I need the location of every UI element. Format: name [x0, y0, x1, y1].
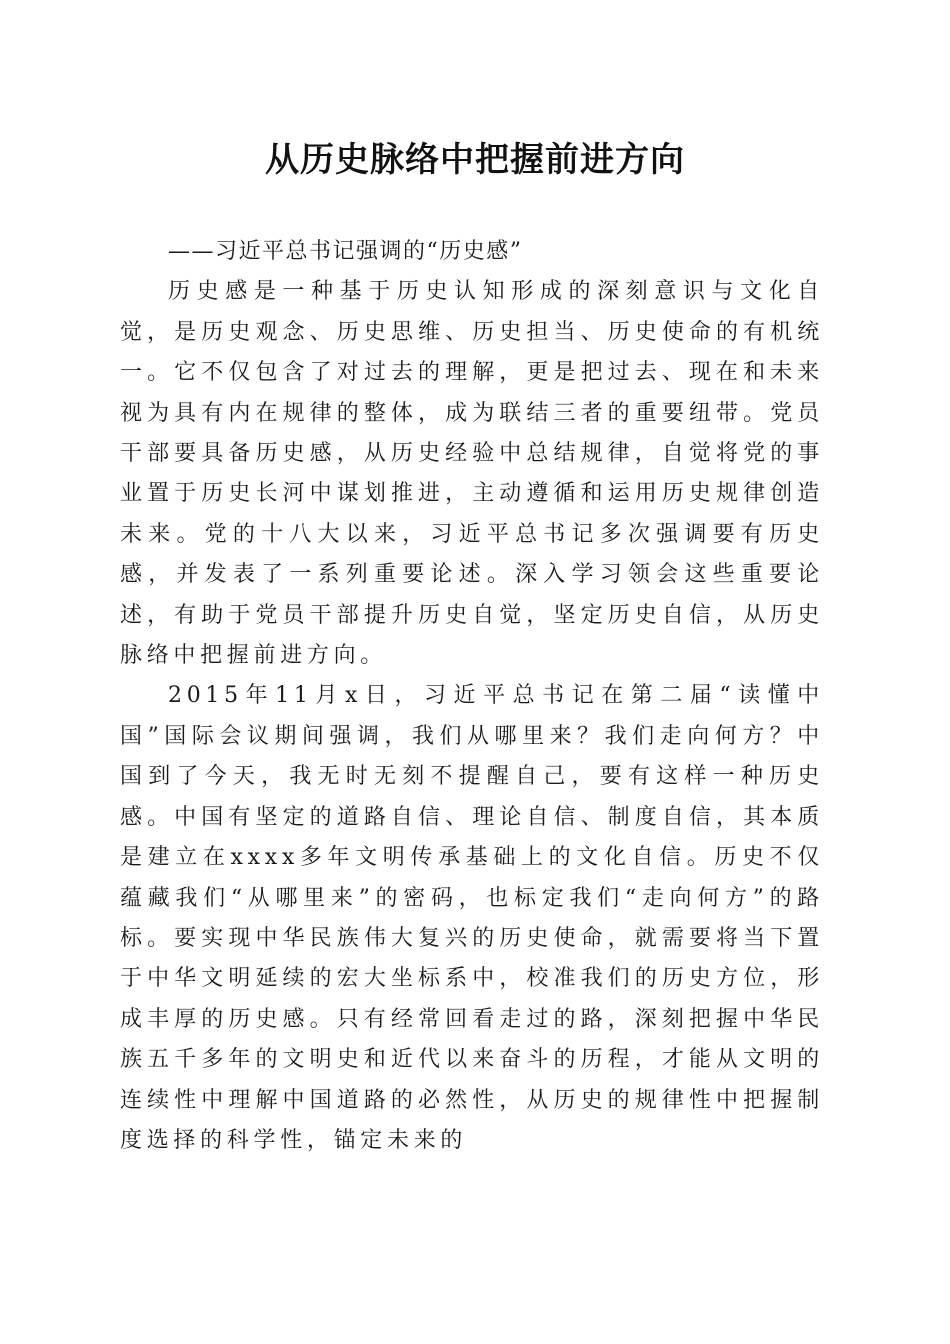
document-subtitle: ——习近平总书记强调的“历史感” — [168, 239, 523, 264]
document-body — [120, 232, 824, 1161]
document-title: 从历史脉络中把握前进方向 — [265, 140, 685, 180]
paragraph: 历史感是一种基于历史认知形成的深刻意识与文化自觉，是历史观念、历史思维、历史担当、历史使命的有机统一。它不仅包含了对过去的理解，更是把过去、现在和未来视为具有内在规律的整体，成为联结三者的重要纽带。党员干部要具备历史感，从历史经验中总结规律，自觉将党的事业置于历史长河中谋划推进，主动遵循和运用历史规律创造未来。党的十八大以来，习近平总书记多次强调要有历史感，并发表了一系列重要论述。深入学习领会这些重要论述，有助于党员干部提升历史自觉，坚定历史自信，从历史脉络中把握前进方向。 — [120, 279, 824, 669]
paragraph: 2015年11月x日，习近平总书记在第二届“读懂中国”国际会议期间强调，我们从哪里来？我们走向何方？中国到了今天，我无时无刻不提醒自己，要有这样一种历史感。中国有坚定的道路自信、理论自信、制度自信，其本质是建立在xxxx多年文明传承基础上的文化自信。历史不仅蕴藏我们“从哪里来”的密码，也标定我们“走向何方”的路标。要实现中华民族伟大复兴的历史使命，就需要将当下置于中华文明延续的宏大坐标系中，校准我们的历史方位，形成丰厚的历史感。只有经常回看走过的路，深刻把握中华民族五千多年的文明史和近代以来奋斗的历程，才能从文明的连续性中理解中国道路的必然性，从历史的规律性中把握制度选择的科学性，锚定未来的 — [120, 683, 824, 1153]
